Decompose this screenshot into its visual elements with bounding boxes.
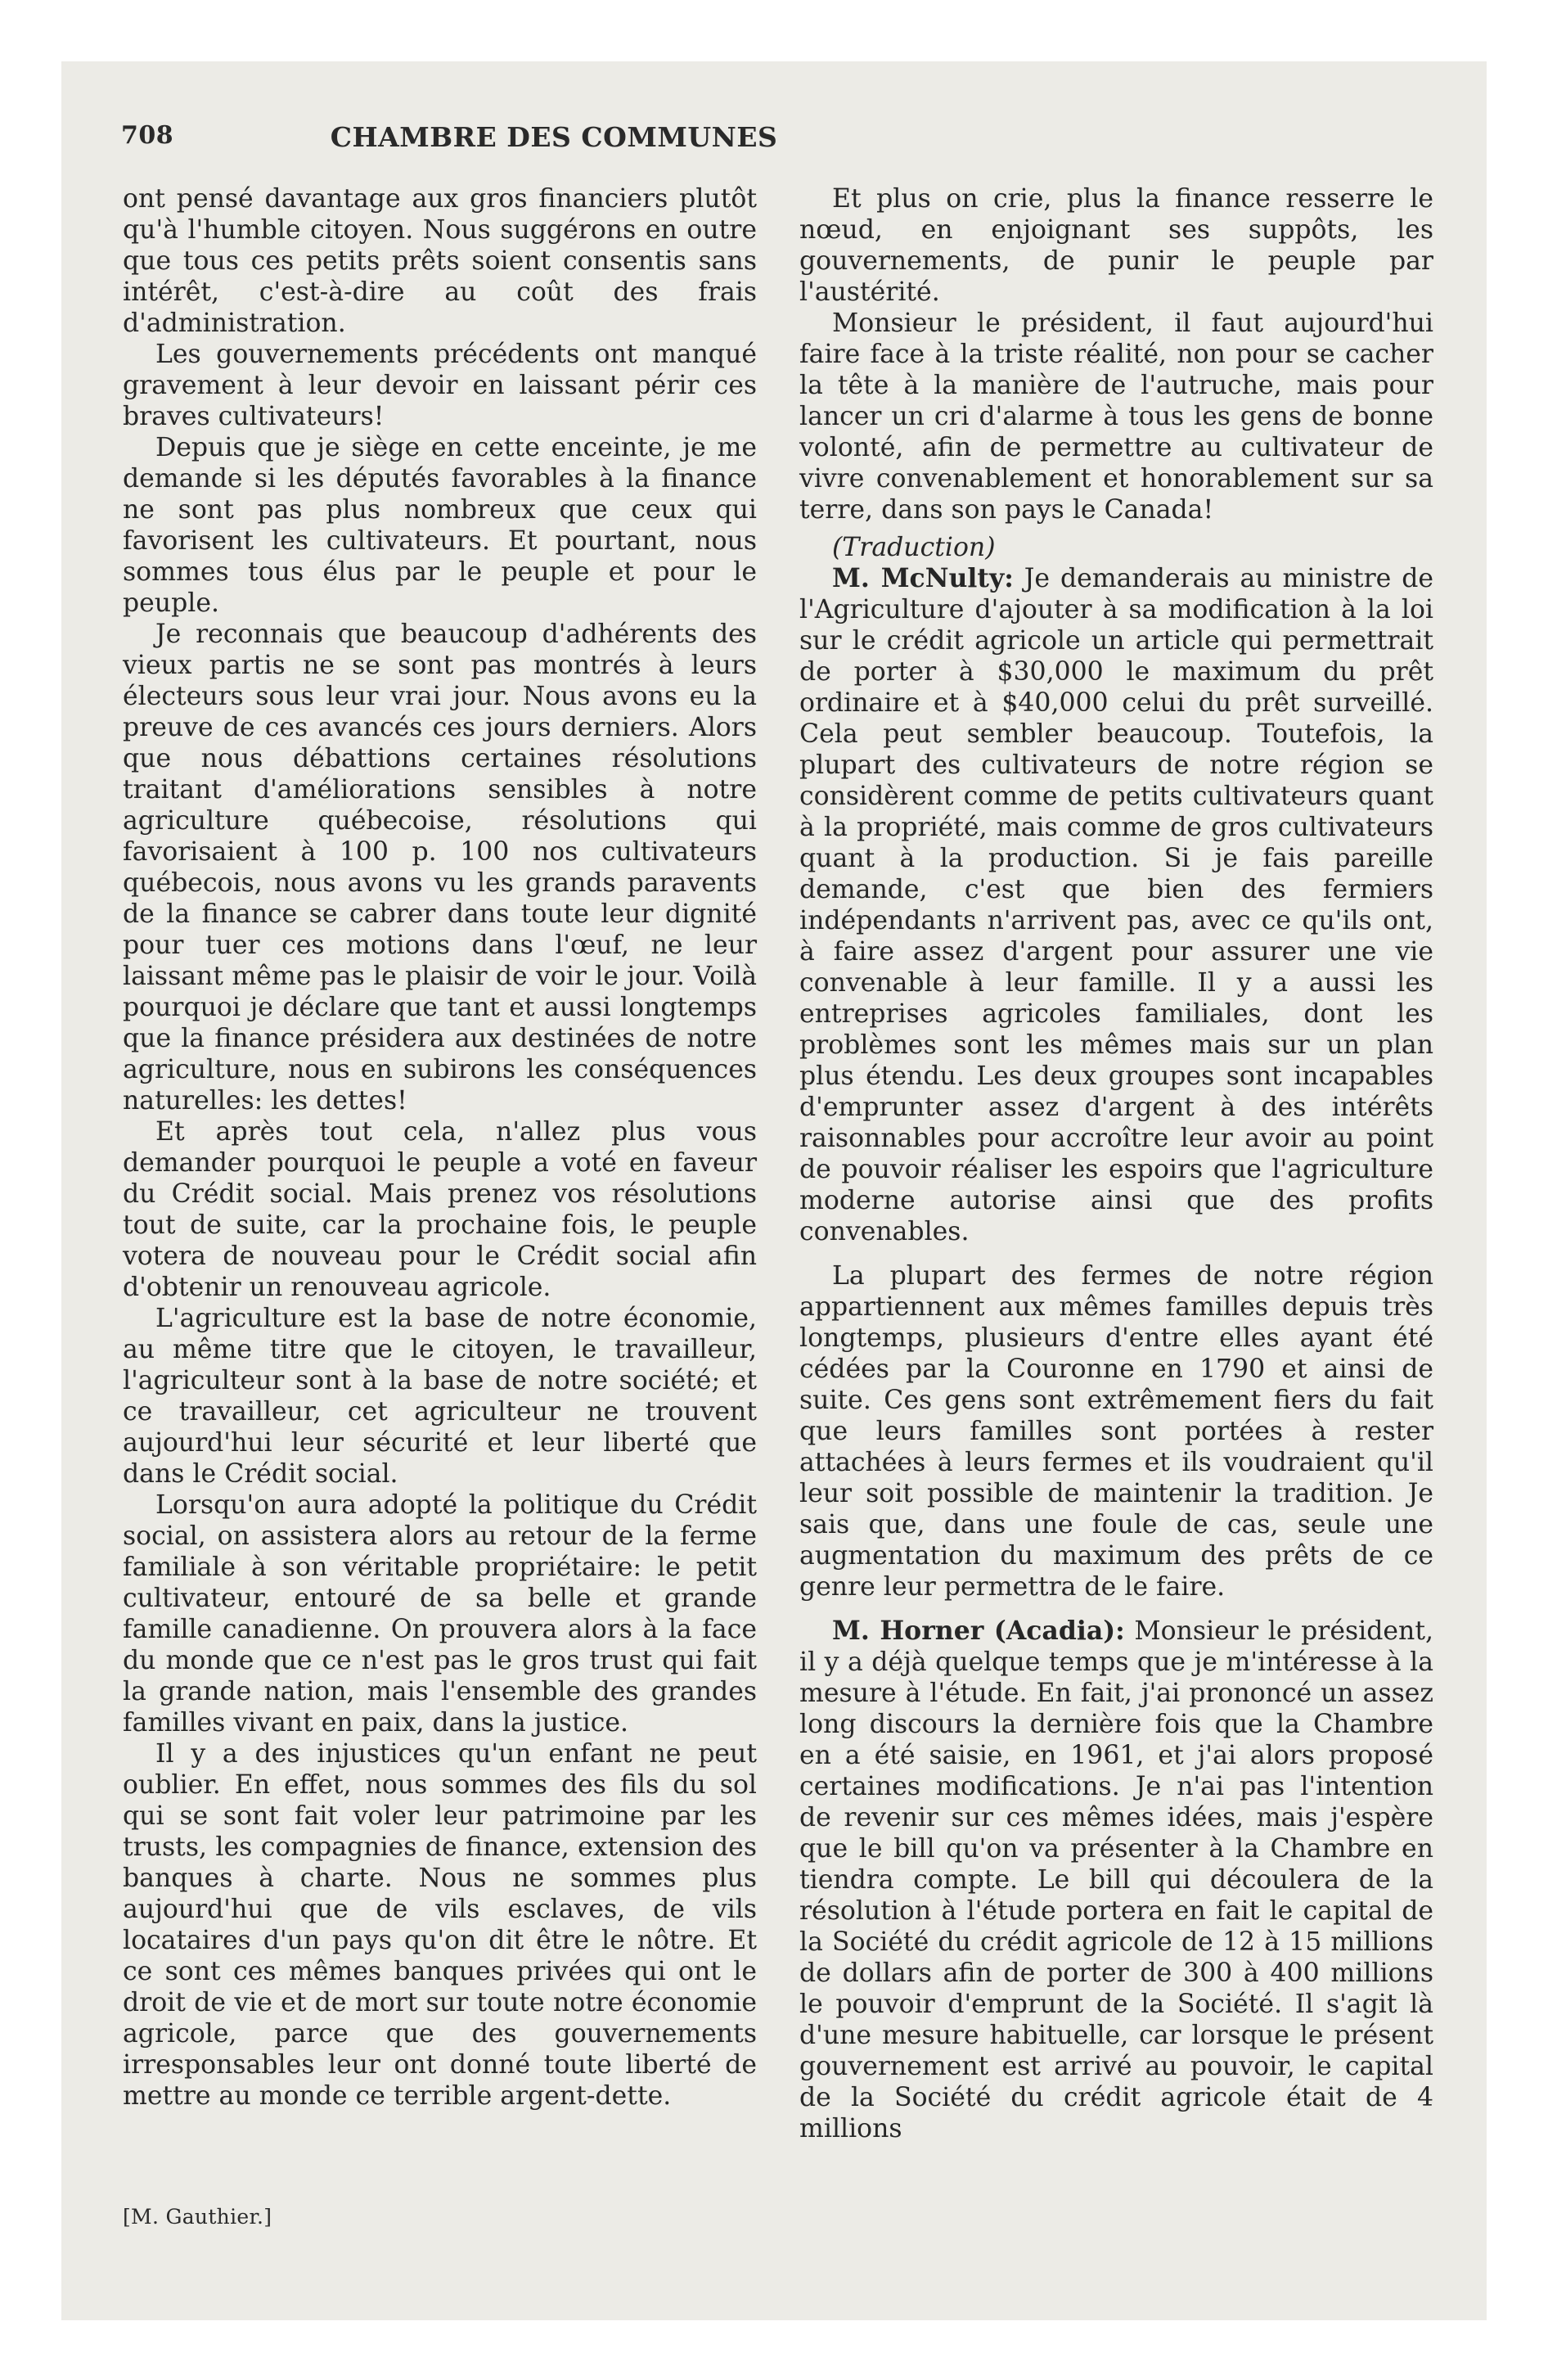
paragraph: Je reconnais que beaucoup d'adhérents des vieux partis ne se sont pas montrés à leurs électeurs sous leur vrai jour. Nous avons eu la preuve de ces avancés ces jours derniers. Alors que nous débattions certaines résolutions traitant d'améliorations sensibles à notre agriculture québecoise, résolutions qui favorisaient à 100 p. 100 nos cultivateurs québecois, nous avons vu les grands paravents de la finance se cabrer dans toute leur dignité pour tuer ces motions dans l'œuf, ne leur laissant même pas le plaisir de voir le jour. Voilà pourquoi je déclare que tant et aussi longtemps que la finance présidera aux destinées de notre agriculture, nous en subirons les conséquences naturelles: les dettes! — [123, 620, 757, 1116]
paragraph: Il y a des injustices qu'un enfant ne peut oublier. En effet, nous sommes des fils du sol qui se sont fait voler leur patrimoine par les trusts, les compagnies de finance, extension des banques à charte. Nous ne sommes plus aujourd'hui que de vils esclaves, de vils locataires d'un pays qu'on dit être le nôtre. Et ce sont ces mêmes banques privées qui ont le droit de vie et de mort sur toute notre économie agricole, parce que des gouvernements irresponsables leur ont donné toute liberté de mettre au monde ce terrible argent-dette. — [123, 1739, 757, 2111]
paragraph: Lorsqu'on aura adopté la politique du Crédit social, on assistera alors au retour de la ferme familiale à son véritable propriétaire: le petit cultivateur, entouré de sa belle et grande famille canadienne. On prouvera alors à la face du monde que ce n'est pas le gros trust qui fait la grande nation, mais l'ensemble des grandes familles vivant en paix, dans la justice. — [123, 1490, 757, 1738]
paragraph: Depuis que je siège en cette enceinte, je me demande si les députés favorables à la finance ne sont pas plus nombreux que ceux qui favorisent les cultivateurs. Et pourtant, nous sommes tous élus par le peuple et pour le peuple. — [123, 433, 757, 618]
paragraph: Et plus on crie, plus la finance resserre le nœud, en enjoignant ses suppôts, les gouvernements, de punir le peuple par l'austérité. — [799, 184, 1433, 307]
paragraph: Et après tout cela, n'allez plus vous demander pourquoi le peuple a voté en faveur du Crédit social. Mais prenez vos résolutions tout de suite, car la prochaine fois, le peuple votera de nouveau pour le Crédit social afin d'obtenir un renouveau agricole. — [123, 1117, 757, 1302]
speech-horner — [799, 1616, 1433, 2144]
page-number: 708 — [121, 121, 174, 150]
paragraph: La plupart des fermes de notre région appartiennent aux mêmes familles depuis très longtemps, plusieurs d'entre elles ayant été cédées par la Couronne en 1790 et ainsi de suite. Ces gens sont extrêmement fiers du fait que leurs familles sont portées à rester attachées à leurs fermes et ils voudraient qu'il leur soit possible de maintenir la tradition. Je sais que, dans une foule de cas, seule une augmentation du maximum des prêts de ce genre leur permettra de le faire. — [799, 1261, 1433, 1602]
left-column — [123, 183, 757, 2112]
speaker-name: M. Horner (Acadia): — [832, 1616, 1125, 1646]
speech-text: Je demanderais au ministre de l'Agriculture d'ajouter à sa modification à la loi sur le crédit agricole un article qui permettrait de porter à $30,000 le maximum du prêt ordinaire et à $40,000 celui du prêt surveillé. Cela peut sembler beaucoup. Toutefois, la plupart des cultivateurs de notre région se considèrent comme de petits cultivateurs quant à la propriété, mais comme de gros cultivateurs quant à la production. Si je fais pareille demande, c'est que bien des fermiers indépendants n'arrivent pas, avec ce qu'ils ont, à faire assez d'argent pour assurer une vie convenable à leur famille. Il y a aussi les entreprises agricoles familiales, dont les problèmes sont les mêmes mais sur un plan plus étendu. Les deux groupes sont incapables d'emprunter assez d'argent à des intérêts raisonnables pour accroître leur avoir au point de pouvoir réaliser les espoirs que l'agriculture moderne autorise ainsi que des profits convenables. — [799, 564, 1433, 1246]
speaker-reference: [M. Gauthier.] — [123, 2205, 272, 2229]
translation-note: (Traduction) — [832, 533, 996, 562]
speaker-name: M. McNulty: — [832, 563, 1014, 593]
paragraph: L'agriculture est la base de notre économie, au même titre que le citoyen, le travailleur, l'agriculteur sont à la base de notre société; et ce travailleur, cet agriculteur ne trouvent aujourd'hui leur sécurité et leur liberté que dans le Crédit social. — [123, 1304, 757, 1489]
running-title: CHAMBRE DES COMMUNES — [330, 121, 778, 153]
page-header — [121, 121, 987, 162]
paragraph: Les gouvernements précédents ont manqué gravement à leur devoir en laissant périr ces braves cultivateurs! — [123, 340, 757, 431]
paragraph: ont pensé davantage aux gros financiers plutôt qu'à l'humble citoyen. Nous suggérons en outre que tous ces petits prêts soient consentis sans intérêt, c'est-à-dire au coût des frais d'administration. — [123, 184, 757, 338]
speech-mcnulty — [799, 563, 1433, 1247]
speech-text: Monsieur le président, il y a déjà quelque temps que je m'intéresse à la mesure à l'étude. En fait, j'ai prononcé un assez long discours la dernière fois que la Chambre en a été saisie, en 1961, et j'ai alors proposé certaines modifications. Je n'ai pas l'intention de revenir sur ces mêmes idées, mais j'espère que le bill qu'on va présenter à la Chambre en tiendra compte. Le bill qui découlera de la résolution à l'étude portera en fait le capital de la Société du crédit agricole de 12 à 15 millions de dollars afin de porter de 300 à 400 millions le pouvoir d'emprunt de la Société. Il s'agit là d'une mesure habituelle, car lorsque le présent gouvernement est arrivé au pouvoir, le capital de la Société du crédit agricole était de 4 millions — [799, 1616, 1434, 2143]
paragraph: Monsieur le président, il faut aujourd'hui faire face à la triste réalité, non pour se cacher la tête à la manière de l'autruche, mais pour lancer un cri d'alarme à tous les gens de bonne volonté, afin de permettre au cultivateur de vivre convenablement et honorablement sur sa terre, dans son pays le Canada! — [799, 309, 1433, 525]
right-column — [799, 183, 1433, 2144]
